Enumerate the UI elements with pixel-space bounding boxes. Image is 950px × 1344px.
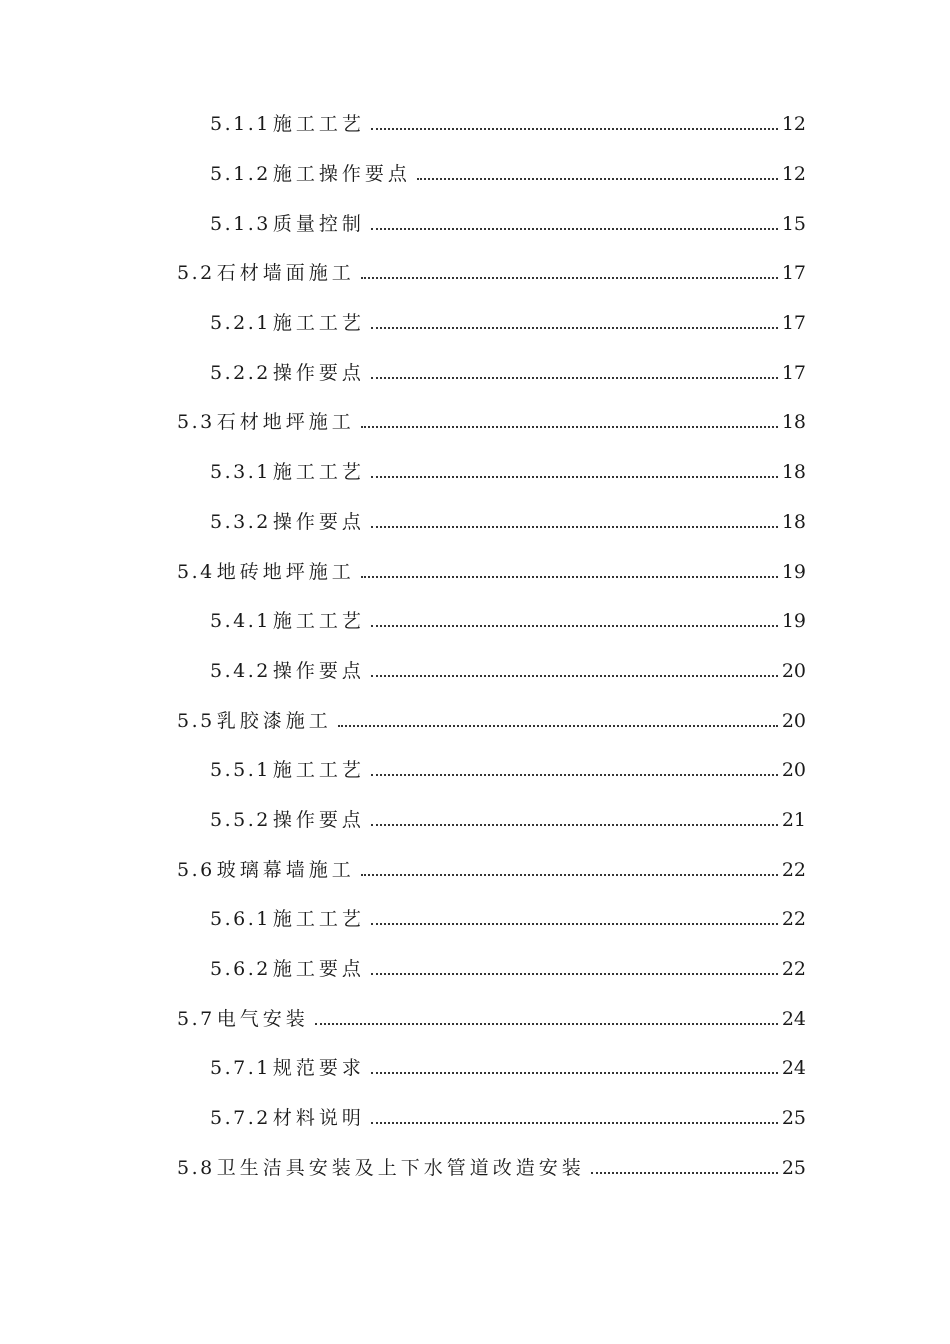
toc-entry[interactable] — [0, 794, 950, 844]
toc-entry-page-number: 17 — [781, 361, 806, 384]
toc-entry-page-number: 12 — [781, 113, 806, 136]
toc-entry-page-number: 18 — [781, 510, 806, 533]
toc-entry-number: 5.4.1 — [210, 610, 271, 633]
toc-entry-number: 5.2.1 — [210, 312, 271, 335]
toc-entry[interactable] — [0, 1042, 950, 1092]
toc-entry[interactable] — [0, 197, 950, 247]
toc-entry-number: 5.6.1 — [210, 908, 271, 931]
toc-entry-number: 5.5.2 — [210, 808, 271, 831]
toc-entry-title: 施工工艺 — [272, 461, 365, 484]
toc-entry-page-number: 18 — [781, 461, 806, 484]
toc-entry-title: 乳胶漆施工 — [216, 709, 332, 732]
dot-leader — [371, 675, 778, 677]
toc-entry[interactable] — [0, 843, 950, 893]
toc-entry-title: 操作要点 — [272, 659, 365, 682]
toc-entry-page-number: 21 — [781, 808, 806, 831]
toc-entry[interactable] — [0, 893, 950, 943]
dot-leader — [361, 426, 778, 428]
toc-entry-title: 施工工艺 — [272, 759, 365, 782]
toc-entry-page-number: 19 — [781, 560, 806, 583]
toc-entry[interactable] — [0, 247, 950, 297]
dot-leader — [371, 774, 778, 776]
dot-leader — [361, 277, 778, 279]
dot-leader — [417, 178, 778, 180]
toc-entry-page-number: 25 — [781, 1107, 806, 1130]
table-of-contents — [0, 98, 950, 1191]
dot-leader — [371, 973, 778, 975]
toc-entry[interactable] — [0, 297, 950, 347]
toc-entry-page-number: 20 — [781, 659, 806, 682]
toc-entry-page-number: 17 — [781, 262, 806, 285]
toc-entry-number: 5.2.2 — [210, 361, 271, 384]
toc-entry[interactable] — [0, 595, 950, 645]
toc-entry-number: 5.4.2 — [210, 659, 271, 682]
dot-leader — [371, 476, 778, 478]
toc-entry-number: 5.7.2 — [210, 1107, 271, 1130]
toc-entry-page-number: 24 — [781, 1007, 806, 1030]
toc-entry-title: 石材墙面施工 — [216, 262, 355, 285]
dot-leader — [371, 824, 778, 826]
toc-entry-page-number: 24 — [781, 1057, 806, 1080]
toc-entry[interactable] — [0, 1092, 950, 1142]
toc-entry-title: 地砖地坪施工 — [216, 560, 355, 583]
toc-entry[interactable] — [0, 346, 950, 396]
toc-entry-title: 施工工艺 — [272, 312, 365, 335]
toc-entry[interactable] — [0, 148, 950, 198]
toc-entry[interactable] — [0, 1141, 950, 1191]
toc-entry[interactable] — [0, 645, 950, 695]
toc-entry-number: 5.3.1 — [210, 461, 271, 484]
dot-leader — [371, 377, 778, 379]
toc-entry[interactable] — [0, 446, 950, 496]
dot-leader — [371, 327, 778, 329]
toc-entry-page-number: 20 — [781, 709, 806, 732]
toc-entry[interactable] — [0, 694, 950, 744]
toc-entry-number: 5.6 — [177, 858, 215, 881]
toc-entry[interactable] — [0, 396, 950, 446]
toc-entry-number: 5.1.3 — [210, 212, 271, 235]
toc-entry[interactable] — [0, 545, 950, 595]
dot-leader — [315, 1023, 778, 1025]
toc-entry-title: 施工工艺 — [272, 610, 365, 633]
toc-entry-page-number: 22 — [781, 908, 806, 931]
toc-entry-number: 5.5 — [177, 709, 215, 732]
toc-entry-number: 5.3.2 — [210, 510, 271, 533]
toc-entry-number: 5.1.2 — [210, 163, 271, 186]
toc-entry-page-number: 12 — [781, 163, 806, 186]
dot-leader — [371, 1072, 778, 1074]
toc-entry-title: 材料说明 — [272, 1107, 365, 1130]
toc-entry[interactable] — [0, 943, 950, 993]
toc-entry-number: 5.6.2 — [210, 958, 271, 981]
toc-entry-page-number: 18 — [781, 411, 806, 434]
toc-entry[interactable] — [0, 992, 950, 1042]
dot-leader — [371, 625, 778, 627]
toc-entry-title: 操作要点 — [272, 808, 365, 831]
toc-entry-page-number: 20 — [781, 759, 806, 782]
toc-entry-number: 5.7.1 — [210, 1057, 271, 1080]
toc-entry-title: 施工要点 — [272, 958, 365, 981]
dot-leader — [361, 874, 778, 876]
toc-entry-number: 5.2 — [177, 262, 215, 285]
toc-entry[interactable] — [0, 496, 950, 546]
dot-leader — [371, 1122, 778, 1124]
toc-entry-number: 5.8 — [177, 1156, 215, 1179]
toc-entry-title: 玻璃幕墙施工 — [216, 858, 355, 881]
toc-entry-page-number: 25 — [781, 1156, 806, 1179]
toc-entry[interactable] — [0, 98, 950, 148]
dot-leader — [361, 576, 778, 578]
toc-entry-page-number: 19 — [781, 610, 806, 633]
dot-leader — [371, 128, 778, 130]
toc-entry-number: 5.7 — [177, 1007, 215, 1030]
dot-leader — [371, 526, 778, 528]
toc-entry-title: 质量控制 — [272, 212, 365, 235]
toc-entry-number: 5.4 — [177, 560, 215, 583]
toc-entry-title: 施工工艺 — [272, 908, 365, 931]
toc-entry-page-number: 17 — [781, 312, 806, 335]
toc-entry-title: 操作要点 — [272, 510, 365, 533]
toc-entry-number: 5.1.1 — [210, 113, 271, 136]
toc-entry-title: 施工操作要点 — [272, 163, 411, 186]
dot-leader — [371, 923, 778, 925]
toc-entry-page-number: 22 — [781, 858, 806, 881]
toc-entry-page-number: 22 — [781, 958, 806, 981]
toc-entry-number: 5.3 — [177, 411, 215, 434]
dot-leader — [591, 1172, 778, 1174]
toc-entry-page-number: 15 — [781, 212, 806, 235]
toc-entry-number: 5.5.1 — [210, 759, 271, 782]
dot-leader — [338, 725, 778, 727]
toc-entry-title: 施工工艺 — [272, 113, 365, 136]
toc-entry-title: 电气安装 — [216, 1007, 309, 1030]
toc-entry[interactable] — [0, 744, 950, 794]
dot-leader — [371, 228, 778, 230]
toc-entry-title: 操作要点 — [272, 361, 365, 384]
toc-entry-title: 规范要求 — [272, 1057, 365, 1080]
toc-entry-title: 卫生洁具安装及上下水管道改造安装 — [216, 1156, 585, 1179]
toc-entry-title: 石材地坪施工 — [216, 411, 355, 434]
